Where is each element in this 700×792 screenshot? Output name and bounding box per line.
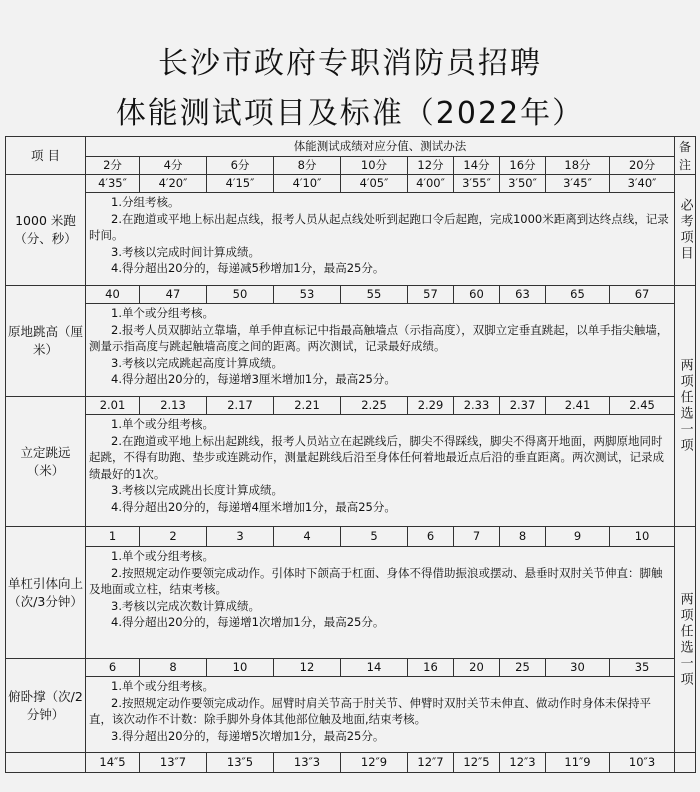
item-shuttle bbox=[6, 753, 86, 773]
value-cell: 3 bbox=[207, 527, 274, 547]
value-cell: 4′35″ bbox=[86, 175, 140, 193]
value-cell: 12″7 bbox=[408, 753, 454, 773]
pushup-rules bbox=[86, 677, 675, 753]
value-cell: 2.45 bbox=[610, 397, 675, 415]
jump-touch-values-row bbox=[6, 286, 696, 304]
run-values-row bbox=[6, 175, 696, 193]
value-cell: 9 bbox=[546, 527, 610, 547]
value-cell: 40 bbox=[86, 286, 140, 304]
value-cell: 35 bbox=[610, 659, 675, 677]
note-cell-empty bbox=[675, 753, 696, 773]
rule-line: 2.报考人员双脚站立靠墙，单手伸直标记中指最高触墙点（示指高度），双脚立定垂直跳起，以单手指尖触墙，测量示指高度与跳起触墙高度之间的距离。两次测试，记录最好成绩。 bbox=[89, 322, 669, 354]
value-cell: 3′50″ bbox=[500, 175, 546, 193]
value-cell: 2.33 bbox=[454, 397, 500, 415]
score-cell: 4分 bbox=[140, 157, 207, 175]
score-cell: 6分 bbox=[207, 157, 274, 175]
header-item: 项 目 bbox=[6, 137, 86, 175]
rule-line: 1.单个或分组考核。 bbox=[111, 306, 214, 320]
rule-line: 3.考核以完成跳出长度计算成绩。 bbox=[111, 483, 283, 498]
value-cell: 13″5 bbox=[207, 753, 274, 773]
score-cell: 8分 bbox=[274, 157, 341, 175]
pullup-values-row bbox=[6, 527, 696, 547]
score-cell: 20分 bbox=[610, 157, 675, 175]
note-cell-group1 bbox=[675, 286, 696, 527]
score-cell: 16分 bbox=[500, 157, 546, 175]
pushup-values-row bbox=[6, 659, 696, 677]
rule-line: 3.得分超出20分的，每递增5次增加1分，最高25分。 bbox=[111, 728, 385, 743]
value-cell: 57 bbox=[408, 286, 454, 304]
value-cell: 16 bbox=[408, 659, 454, 677]
rule-line: 1.分组考核。 bbox=[111, 195, 180, 209]
value-cell: 4′05″ bbox=[341, 175, 408, 193]
item-long-jump: 立定跳远（米） bbox=[6, 397, 86, 527]
value-cell: 12″9 bbox=[341, 753, 408, 773]
note-cell-required bbox=[675, 175, 696, 286]
value-cell: 2.01 bbox=[86, 397, 140, 415]
long-jump-rules bbox=[86, 415, 675, 527]
value-cell: 4′15″ bbox=[207, 175, 274, 193]
value-cell: 2.25 bbox=[341, 397, 408, 415]
note-required: 必考项目 bbox=[677, 198, 693, 262]
rule-line: 4.得分超出20分的，每递增1次增加1分，最高25分。 bbox=[111, 615, 385, 630]
value-cell: 4′00″ bbox=[408, 175, 454, 193]
value-cell: 8 bbox=[140, 659, 207, 677]
value-cell: 2.13 bbox=[140, 397, 207, 415]
value-cell: 13″7 bbox=[140, 753, 207, 773]
rule-line: 4.得分超出20分的，每递增4厘米增加1分，最高25分。 bbox=[111, 499, 396, 514]
jump-touch-rules bbox=[86, 304, 675, 397]
rule-line: 3.考核以完成跳起高度计算成绩。 bbox=[111, 355, 283, 370]
header-note: 备注 bbox=[675, 137, 696, 175]
value-cell: 63 bbox=[500, 286, 546, 304]
value-cell: 4′20″ bbox=[140, 175, 207, 193]
score-cell: 12分 bbox=[408, 157, 454, 175]
value-cell: 10″3 bbox=[610, 753, 675, 773]
value-cell: 2.17 bbox=[207, 397, 274, 415]
rule-line: 2.按照规定动作要领完成动作。引体时下颌高于杠面、身体不得借助振浪或摆动、悬垂时双肘关节伸直：脚触及地面或立柱，结束考核。 bbox=[89, 565, 663, 597]
header-method: 体能测试成绩对应分值、测试办法 bbox=[86, 137, 675, 157]
value-cell: 2.21 bbox=[274, 397, 341, 415]
value-cell: 3′40″ bbox=[610, 175, 675, 193]
value-cell: 4 bbox=[274, 527, 341, 547]
pullup-rules bbox=[86, 547, 675, 659]
item-pullup: 单杠引体向上（次/3分钟） bbox=[6, 527, 86, 659]
value-cell: 10 bbox=[207, 659, 274, 677]
value-cell: 60 bbox=[454, 286, 500, 304]
rule-line: 1.单个或分组考核。 bbox=[111, 417, 214, 431]
standards-table bbox=[5, 136, 696, 773]
value-cell: 10 bbox=[610, 527, 675, 547]
value-cell: 55 bbox=[341, 286, 408, 304]
note-choose-one: 两项任选一项 bbox=[677, 591, 693, 688]
item-jump-touch: 原地跳高（厘米） bbox=[6, 286, 86, 397]
value-cell: 7 bbox=[454, 527, 500, 547]
rule-line: 4.得分超出20分的，每递增3厘米增加1分，最高25分。 bbox=[111, 372, 396, 387]
value-cell: 25 bbox=[500, 659, 546, 677]
score-header-row bbox=[6, 157, 696, 175]
rule-line: 3.考核以完成次数计算成绩。 bbox=[111, 598, 260, 613]
value-cell: 11″9 bbox=[546, 753, 610, 773]
rule-line: 4.得分超出20分的，每递减5秒增加1分，最高25分。 bbox=[111, 261, 385, 276]
value-cell: 2.29 bbox=[408, 397, 454, 415]
score-cell: 14分 bbox=[454, 157, 500, 175]
value-cell: 67 bbox=[610, 286, 675, 304]
score-cell: 18分 bbox=[546, 157, 610, 175]
note-cell-group2 bbox=[675, 527, 696, 753]
value-cell: 3′45″ bbox=[546, 175, 610, 193]
value-cell: 1 bbox=[86, 527, 140, 547]
value-cell: 2.41 bbox=[546, 397, 610, 415]
note-choose-one: 两项任选一项 bbox=[677, 358, 693, 454]
run-rules bbox=[86, 193, 675, 286]
value-cell: 5 bbox=[341, 527, 408, 547]
value-cell: 14 bbox=[341, 659, 408, 677]
value-cell: 30 bbox=[546, 659, 610, 677]
rule-line: 2.在跑道或平地上标出起点线，报考人员从起点线处听到起跑口令后起跑，完成1000米距离到达终点线，记录时间。 bbox=[89, 211, 669, 243]
value-cell: 6 bbox=[86, 659, 140, 677]
value-cell: 53 bbox=[274, 286, 341, 304]
value-cell: 8 bbox=[500, 527, 546, 547]
value-cell: 20 bbox=[454, 659, 500, 677]
page-title-line2: 体能测试项目及标准（2022年） bbox=[115, 96, 585, 131]
rule-line: 3.考核以完成时间计算成绩。 bbox=[111, 244, 260, 259]
shuttle-values-row bbox=[6, 753, 696, 773]
value-cell: 13″3 bbox=[274, 753, 341, 773]
item-run: 1000 米跑（分、秒） bbox=[6, 175, 86, 286]
value-cell: 6 bbox=[408, 527, 454, 547]
rule-line: 1.单个或分组考核。 bbox=[111, 679, 214, 693]
long-jump-values-row bbox=[6, 397, 696, 415]
value-cell: 47 bbox=[140, 286, 207, 304]
value-cell: 50 bbox=[207, 286, 274, 304]
page-title-line1: 长沙市政府专职消防员招聘 bbox=[158, 46, 542, 81]
value-cell: 12″5 bbox=[454, 753, 500, 773]
value-cell: 12″3 bbox=[500, 753, 546, 773]
value-cell: 2.37 bbox=[500, 397, 546, 415]
value-cell: 3′55″ bbox=[454, 175, 500, 193]
value-cell: 65 bbox=[546, 286, 610, 304]
value-cell: 2 bbox=[140, 527, 207, 547]
rule-line: 1.单个或分组考核。 bbox=[111, 549, 214, 563]
value-cell: 4′10″ bbox=[274, 175, 341, 193]
value-cell: 14″5 bbox=[86, 753, 140, 773]
rule-line: 2.按照规定动作要领完成动作。屈臂时肩关节高于肘关节、伸臂时双肘关节未伸直、做动作时身体未保持平直，该次动作不计数：除手脚外身体其他部位触及地面,结束考核。 bbox=[89, 695, 651, 727]
score-cell: 10分 bbox=[341, 157, 408, 175]
item-pushup: 俯卧撑（次/2分钟） bbox=[6, 659, 86, 753]
value-cell: 12 bbox=[274, 659, 341, 677]
rule-line: 2.在跑道或平地上标出起跳线，报考人员站立在起跳线后，脚尖不得踩线，脚尖不得离开地面，两脚原地同时起跳，不得有助跑、垫步或连跳动作，测量起跳线后沿至身体任何着地最近点后沿的垂直距离。两次测试，记录成绩最好的1次。 bbox=[89, 433, 664, 481]
score-cell: 2分 bbox=[86, 157, 140, 175]
